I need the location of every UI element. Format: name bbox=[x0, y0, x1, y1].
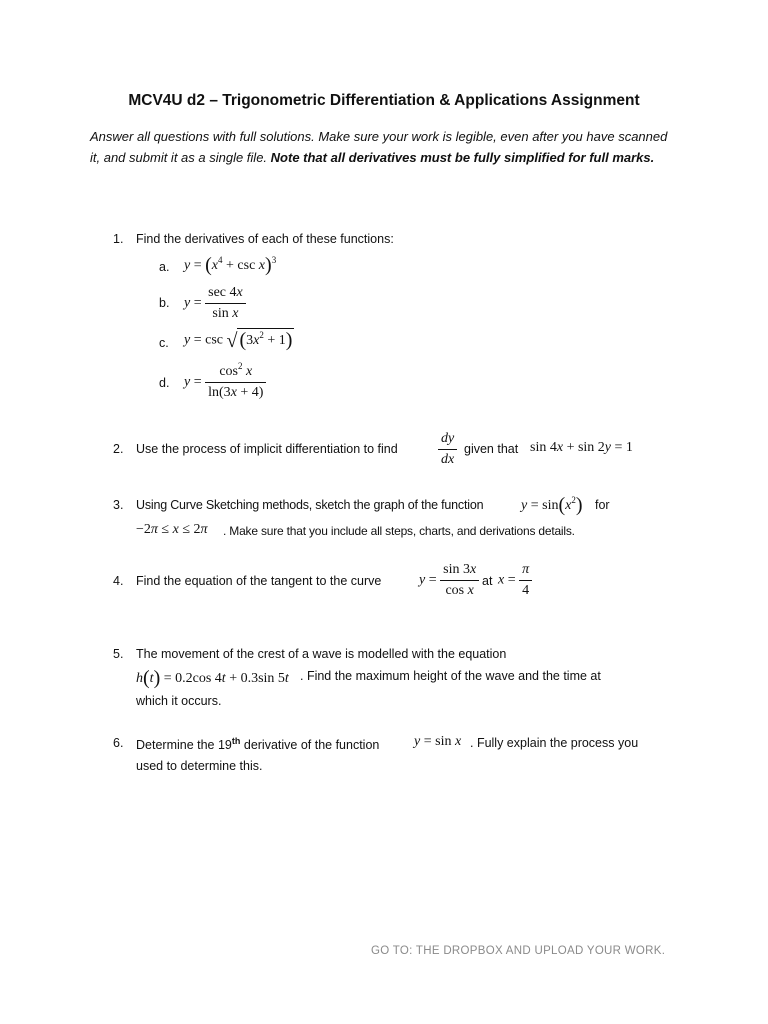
q6-sup: th bbox=[231, 736, 241, 746]
q3-domain: −2π ≤ x ≤ 2π bbox=[136, 522, 208, 537]
instructions-bold: Note that all derivatives must be fully simplified for full marks. bbox=[270, 150, 655, 165]
q1c-expression: y = csc √ $(3x^2 + 1)$ bbox=[184, 329, 293, 352]
q2-derivative: $\frac{dy}{dx}$ bbox=[438, 431, 457, 468]
q3-number: 3. bbox=[113, 498, 124, 512]
instructions-italic: Answer all questions with full solutions. Make sure your work is legible, even after you have scanned it, and submit it as a single file. bbox=[90, 129, 668, 165]
q4-at-text: at bbox=[482, 574, 493, 588]
q2-text: Use the process of implicit differentiation to find bbox=[136, 442, 398, 456]
instructions bbox=[90, 126, 680, 168]
q6-text-before: Determine the 19 bbox=[136, 738, 232, 753]
q1c-label: c. bbox=[159, 336, 169, 350]
q5-equation: h(t) = 0.2cos 4t + 0.3sin 5t bbox=[136, 667, 289, 689]
q1b-expression: y = $\frac{\sec 4x}{\text{sin x}}$ bbox=[184, 285, 246, 322]
q6-number: 6. bbox=[113, 736, 124, 750]
q1a-label: a. bbox=[159, 260, 170, 274]
q5-line3: which it occurs. bbox=[136, 694, 222, 708]
footer-note: GO TO: THE DROPBOX AND UPLOAD YOUR WORK. bbox=[371, 945, 666, 957]
q1-text: Find the derivatives of each of these functions: bbox=[136, 232, 394, 246]
q3-instructions: . Make sure that you include all steps, charts, and derivations details. bbox=[223, 524, 575, 538]
q4-text: Find the equation of the tangent to the curve bbox=[136, 574, 382, 588]
q1a-expression: $y = (x^4 + \csc x)^3$ bbox=[184, 254, 277, 276]
q5-number: 5. bbox=[113, 647, 124, 661]
page-title: MCV4U d2 – Trigonometric Differentiation & Applications Assignment bbox=[128, 92, 640, 109]
q5-line2: . Find the maximum height of the wave and the time at bbox=[300, 669, 601, 683]
q3-function: $y = \sin(x^2)$ bbox=[521, 494, 583, 516]
q6-text-middle: derivative of the function bbox=[240, 738, 380, 753]
q6-text-after: . Fully explain the process you bbox=[470, 736, 639, 750]
q4-point: x = $\frac{\pi}{4}$ bbox=[498, 562, 532, 599]
q6-function: y = sin x bbox=[414, 734, 462, 749]
q3-text: Using Curve Sketching methods, sketch the graph of the function bbox=[136, 498, 484, 512]
q1d-expression: y = $\frac{\cos^2 x}{\ln(3x + 4)}$ bbox=[184, 364, 266, 401]
q2-number: 2. bbox=[113, 442, 124, 456]
q1b-label: b. bbox=[159, 296, 170, 310]
q4-curve: y = $\frac{\sin 3x}{\text{cos x}}$ bbox=[419, 562, 479, 599]
q1d-label: d. bbox=[159, 376, 170, 390]
q5-line1: The movement of the crest of a wave is modelled with the equation bbox=[136, 647, 507, 661]
q6-text bbox=[136, 736, 379, 752]
q2-equation: sin 4x + sin 2y = 1 bbox=[530, 440, 633, 455]
q4-number: 4. bbox=[113, 574, 124, 588]
q2-given-text: given that bbox=[464, 442, 519, 456]
q3-for-text: for bbox=[595, 498, 610, 512]
q6-line2: used to determine this. bbox=[136, 759, 263, 773]
q1-number: 1. bbox=[113, 232, 124, 246]
